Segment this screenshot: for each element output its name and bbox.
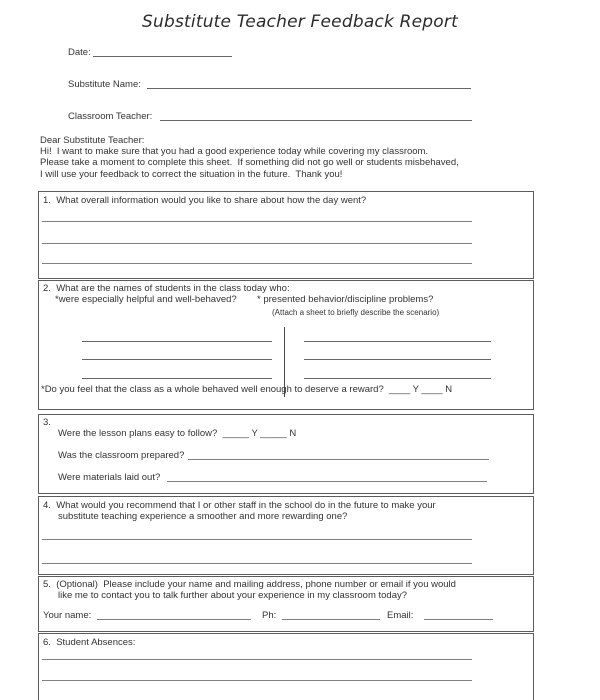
substitute-name-label: Substitute Name: (68, 79, 141, 90)
question-1-box (38, 191, 534, 279)
question-4-prompt-line-1: 4. What would you recommend that I or other staff in the school do in the future to make your (43, 500, 436, 511)
question-3-number: 3. (43, 417, 51, 428)
letter-line-1: Hi! I want to make sure that you had a good experience today while covering my classroom. (40, 146, 429, 158)
question-4-box (38, 496, 534, 575)
q3-materials-label: Were materials laid out? (58, 472, 161, 483)
question-5-box (38, 576, 534, 632)
question-4-prompt-line-2: substitute teaching experience a smoother and more rewarding one? (58, 511, 348, 522)
q2-right-heading: * presented behavior/discipline problems? (257, 294, 434, 305)
q2-left-heading: *were especially helpful and well-behaved? (55, 294, 237, 305)
q4-answer-line-1[interactable] (42, 539, 472, 540)
question-3-box (38, 414, 534, 494)
q2-left-name-line-2[interactable] (82, 359, 272, 360)
q5-phone-label: Ph: (262, 610, 277, 621)
question-6-prompt: 6. Student Absences: (43, 637, 136, 648)
letter-salutation: Dear Substitute Teacher: (40, 135, 145, 146)
question-6-box (38, 633, 534, 700)
q3-classroom-prepared-line[interactable] (188, 459, 489, 460)
q2-right-name-line-1[interactable] (304, 341, 491, 342)
q6-answer-line-2[interactable] (42, 680, 472, 681)
intro-letter (40, 135, 459, 180)
q3-lesson-plans-question: Were the lesson plans easy to follow? _____ Y _____ N (58, 428, 297, 439)
date-label: Date: (68, 47, 91, 58)
q2-note: (Attach a sheet to briefly describe the scenario) (272, 308, 440, 317)
q3-classroom-prepared-label: Was the classroom prepared? (58, 450, 185, 461)
date-field-line[interactable] (93, 56, 232, 57)
substitute-name-field-line[interactable] (147, 88, 471, 89)
classroom-teacher-label: Classroom Teacher: (68, 111, 153, 122)
q1-answer-line-2[interactable] (42, 243, 472, 244)
q5-email-label: Email: (387, 610, 414, 621)
question-5-prompt-line-2: like me to contact you to talk further about your experience in my classroom today? (58, 590, 408, 601)
q1-answer-line-3[interactable] (42, 263, 472, 264)
question-2-box (38, 280, 534, 410)
q1-answer-line-1[interactable] (42, 221, 472, 222)
question-5-prompt-line-1: 5. (Optional) Please include your name and mailing address, phone number or email if you would (43, 579, 456, 590)
classroom-teacher-field-line[interactable] (160, 120, 472, 121)
q4-answer-line-2[interactable] (42, 563, 472, 564)
letter-line-3: I will use your feedback to correct the situation in the future. Thank you! (40, 168, 343, 180)
page-title: Substitute Teacher Feedback Report (142, 12, 458, 32)
q2-right-name-line-2[interactable] (304, 359, 491, 360)
q2-reward-question: *Do you feel that the class as a whole behaved well enough to deserve a reward? ____ Y ____ N (41, 384, 453, 395)
question-1-prompt: 1. What overall information would you like to share about how the day went? (43, 195, 367, 206)
q2-left-name-line-3[interactable] (82, 378, 272, 379)
q5-your-name-line[interactable] (97, 619, 251, 620)
q2-left-name-line-1[interactable] (82, 341, 272, 342)
q2-right-name-line-3[interactable] (304, 378, 491, 379)
q3-materials-line[interactable] (167, 481, 487, 482)
q5-your-name-label: Your name: (43, 610, 92, 621)
q6-answer-line-1[interactable] (42, 659, 472, 660)
letter-line-2: Please take a moment to complete this sheet. If something did not go well or students misbehaved, (40, 157, 459, 169)
question-2-prompt: 2. What are the names of students in the class today who: (43, 283, 290, 294)
q5-email-line[interactable] (424, 619, 493, 620)
q5-phone-line[interactable] (282, 619, 380, 620)
